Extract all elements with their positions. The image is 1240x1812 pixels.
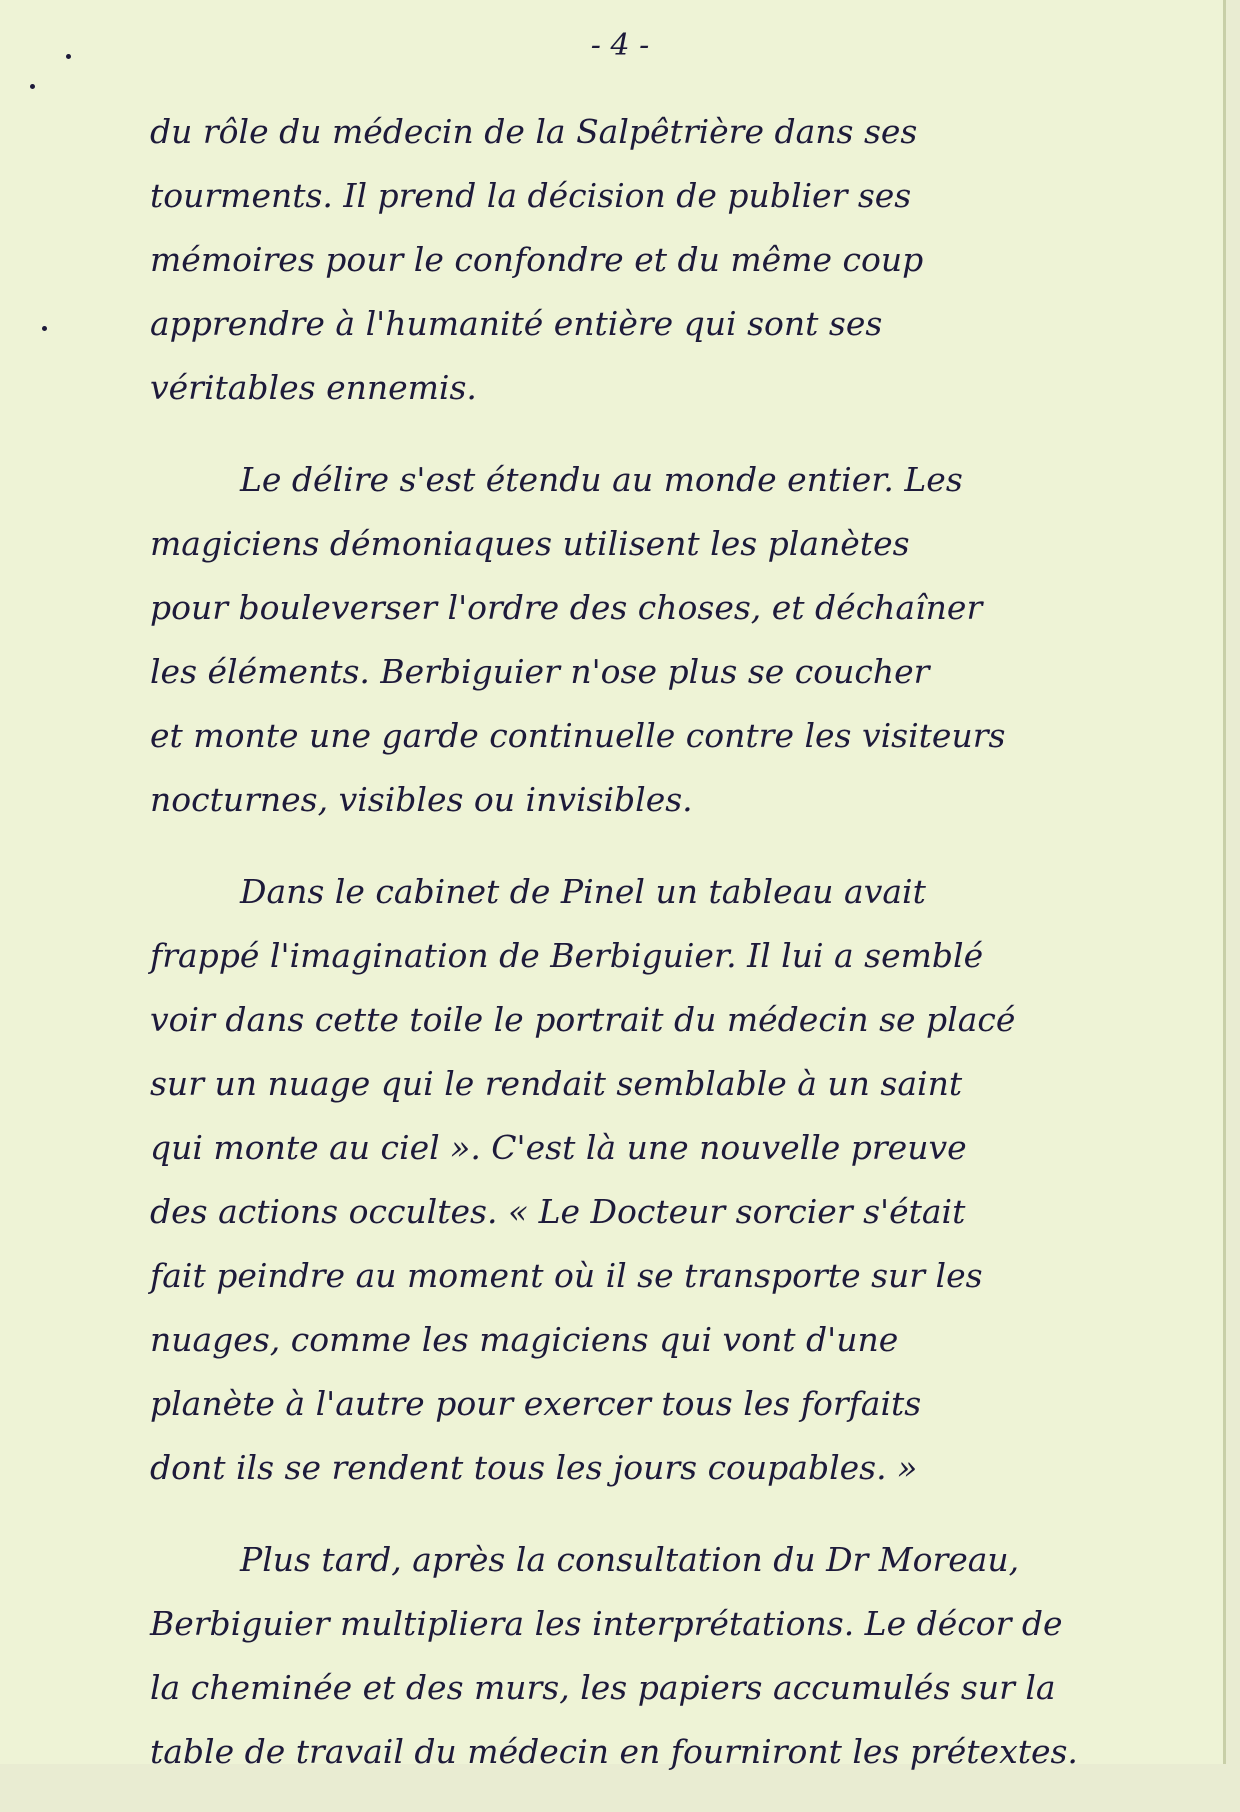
paragraph-2 (150, 448, 1160, 832)
paragraph-4 (150, 1528, 1160, 1784)
text-line: sur un nuage qui le rendait semblable à un saint (150, 1064, 963, 1103)
text-line: fait peindre au moment où il se transporte sur les (150, 1256, 983, 1295)
text-line: magiciens démoniaques utilisent les planètes (150, 524, 910, 563)
text-line: les éléments. Berbiguier n'ose plus se coucher (150, 652, 930, 691)
text-line: Berbiguier multipliera les interprétations. Le décor de (150, 1604, 1063, 1643)
margin-dot (30, 84, 35, 89)
manuscript-text (150, 100, 1160, 1812)
paragraph-1 (150, 100, 1160, 420)
text-line: mémoires pour le confondre et du même coup (150, 240, 924, 279)
text-line: et monte une garde continuelle contre les visiteurs (150, 716, 1006, 755)
text-line: du rôle du médecin de la Salpêtrière dans ses (150, 112, 918, 151)
text-line: nuages, comme les magiciens qui vont d'une (150, 1320, 899, 1359)
text-line: voir dans cette toile le portrait du médecin se placé (150, 1000, 1016, 1039)
text-line: Le délire s'est étendu au monde entier. Les (240, 460, 963, 499)
text-line: frappé l'imagination de Berbiguier. Il lui a semblé (150, 936, 984, 975)
text-line: dont ils se rendent tous les jours coupables. » (150, 1448, 918, 1487)
page-number: - 4 - (590, 28, 650, 63)
text-line: table de travail du médecin en fourniront les prétextes. (150, 1732, 1078, 1771)
text-line: des actions occultes. « Le Docteur sorcier s'était (150, 1192, 966, 1231)
text-line: apprendre à l'humanité entière qui sont ses (150, 304, 883, 343)
text-line: Dans le cabinet de Pinel un tableau avait (240, 872, 926, 911)
text-line: Plus tard, après la consultation du Dr Moreau, (240, 1540, 1020, 1579)
text-line: nocturnes, visibles ou invisibles. (150, 780, 693, 819)
text-line: pour bouleverser l'ordre des choses, et déchaîner (150, 588, 983, 627)
paragraph-3 (150, 860, 1160, 1500)
margin-dot (42, 326, 47, 331)
text-line: planète à l'autre pour exercer tous les forfaits (150, 1384, 922, 1423)
text-line: tourments. Il prend la décision de publier ses (150, 176, 912, 215)
margin-dot (66, 54, 71, 59)
text-line: qui monte au ciel ». C'est là une nouvelle preuve (150, 1128, 967, 1167)
text-line: véritables ennemis. (150, 368, 477, 407)
text-line: la cheminée et des murs, les papiers accumulés sur la (150, 1668, 1056, 1707)
